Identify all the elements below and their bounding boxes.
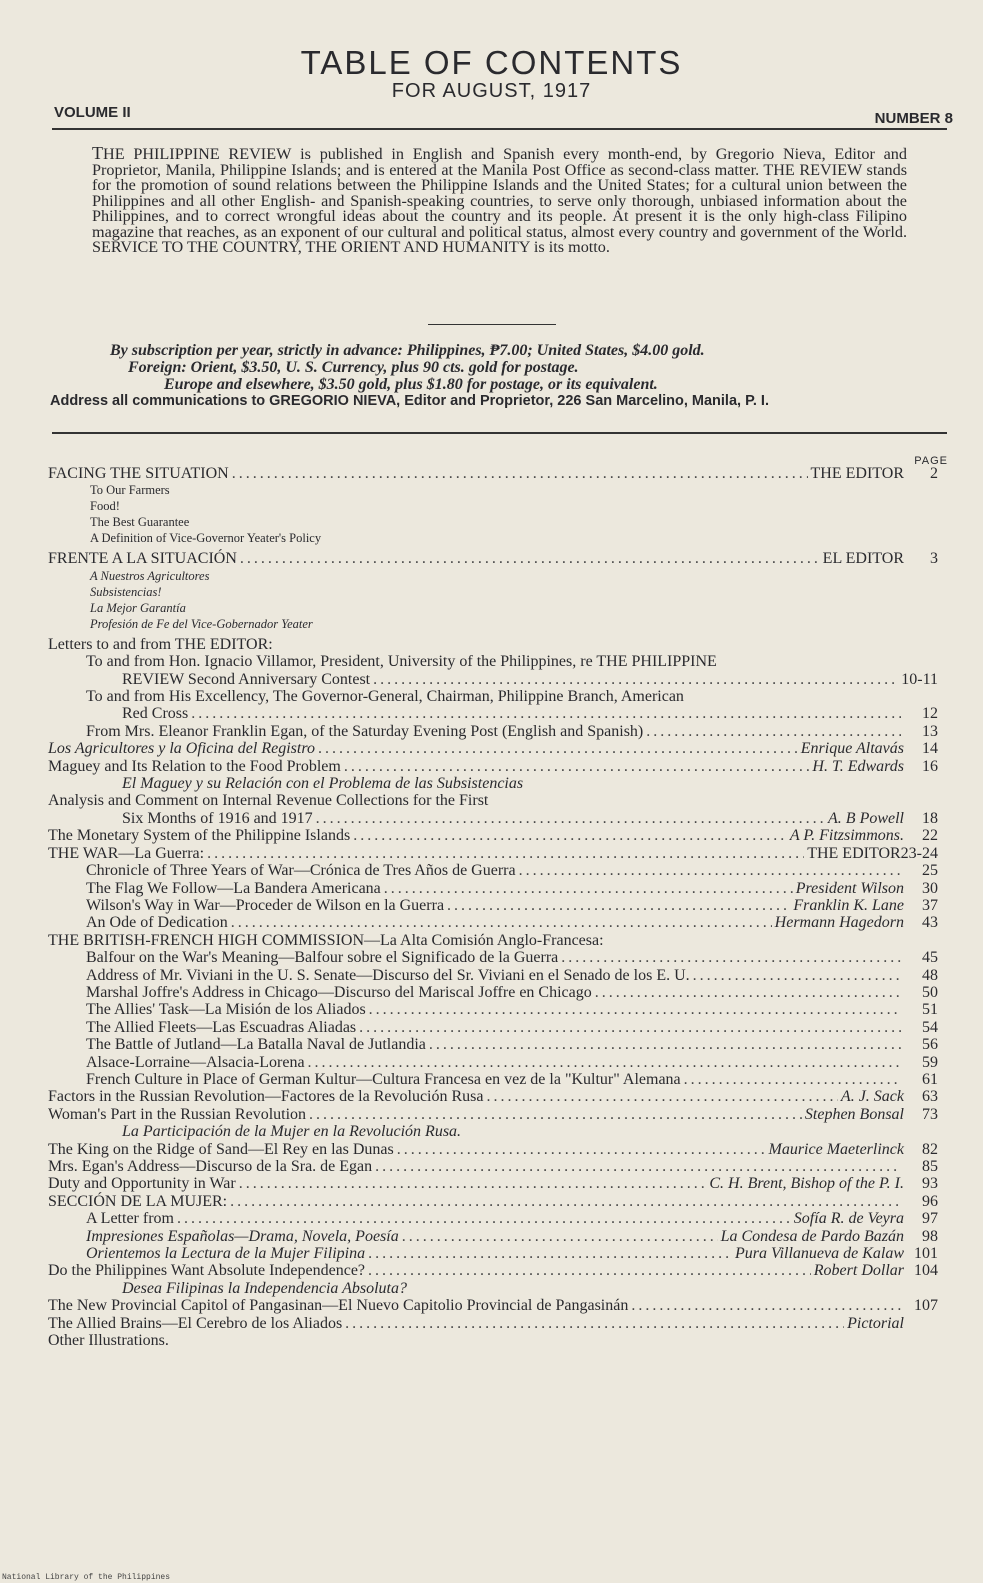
toc-line	[48, 792, 938, 809]
dot-leader	[368, 1262, 811, 1279]
toc-title: Wilson's Way in War—Proceder de Wilson en la Guerra	[86, 896, 445, 914]
toc-page-number: 50	[922, 983, 938, 1001]
contents-list	[48, 465, 938, 1349]
toc-page-number: 54	[922, 1018, 938, 1036]
dot-leader	[519, 862, 901, 879]
toc-subitem: Subsistencias!	[90, 584, 162, 599]
toc-page-number: 73	[922, 1105, 938, 1123]
toc-author: Stephen Bonsal	[804, 1105, 904, 1123]
foreign-orient-line: Foreign: Orient, $3.50, U. S. Currency, plus 90 cts. gold for postage.	[128, 359, 579, 376]
toc-subitem: The Best Guarantee	[90, 515, 190, 530]
toc-author: A. B Powell	[828, 809, 904, 827]
toc-page-number: 12	[922, 705, 938, 723]
toc-title: La Participación de la Mujer en la Revolución Rusa.	[122, 1123, 462, 1141]
toc-page-number: 107	[914, 1297, 938, 1315]
toc-page-number: 61	[922, 1070, 938, 1088]
subscription-block	[48, 342, 938, 410]
toc-title: An Ode of Dedication	[86, 914, 228, 932]
toc-title: FACING THE SITUATION	[48, 465, 229, 482]
dot-leader	[684, 1071, 901, 1088]
toc-author: C. H. Brent, Bishop of the P. I.	[709, 1175, 904, 1193]
toc-title: The Flag We Follow—La Bandera Americana	[86, 879, 381, 897]
dot-leader	[318, 740, 798, 757]
address-line: Address all communications to GREGORIO NIEVA, Editor and Proprietor, 226 San Marcelino, Manila, P. I.	[50, 393, 769, 409]
toc-author: Robert Dollar	[813, 1262, 904, 1280]
toc-line	[48, 1332, 938, 1349]
header-rule	[52, 128, 947, 130]
dot-leader	[177, 1210, 791, 1227]
toc-page-number: 45	[922, 949, 938, 967]
dot-leader	[309, 1106, 802, 1123]
short-divider	[428, 324, 556, 325]
dot-leader	[402, 1228, 718, 1245]
dot-leader	[345, 1315, 844, 1332]
dot-leader	[397, 1141, 766, 1158]
toc-entry	[48, 897, 938, 914]
toc-title: Do the Philippines Want Absolute Independence?	[48, 1262, 366, 1280]
toc-page-number: 22	[922, 827, 938, 845]
dot-leader	[369, 1001, 901, 1018]
toc-entry	[48, 1071, 938, 1088]
toc-page-number: 16	[922, 757, 938, 775]
toc-page-number: 104	[914, 1262, 938, 1280]
toc-entry	[48, 914, 938, 931]
foreign-europe-line	[48, 376, 938, 393]
toc-page-number: 48	[922, 966, 938, 984]
toc-page-number: 63	[922, 1088, 938, 1106]
toc-author: Pictorial	[847, 1314, 904, 1332]
toc-entry	[48, 984, 938, 1001]
toc-title: Balfour on the War's Meaning—Balfour sobre el Significado de la Guerra	[86, 949, 559, 967]
toc-page-number: 93	[922, 1175, 938, 1193]
toc-line	[48, 1280, 938, 1297]
toc-author: A. J. Sack	[840, 1088, 904, 1106]
toc-entry	[48, 1228, 938, 1245]
toc-line	[48, 653, 938, 670]
toc-title: A Letter from	[86, 1210, 174, 1228]
page-title: TABLE OF CONTENTS	[300, 44, 683, 81]
toc-entry	[48, 1036, 938, 1053]
toc-author: Enrique Altavás	[800, 740, 904, 758]
toc-title: Other Illustrations.	[48, 1332, 169, 1350]
dot-leader	[239, 1175, 707, 1192]
toc-entry	[48, 880, 938, 897]
dot-leader	[316, 810, 825, 827]
toc-entry	[48, 1297, 938, 1314]
toc-title: Alsace-Lorraine—Alsacia-Lorena	[86, 1053, 305, 1071]
toc-title: Factors in the Russian Revolution—Factores de la Revolución Rusa	[48, 1088, 484, 1106]
toc-title: El Maguey y su Relación con el Problema de las Subsistencias	[122, 775, 524, 793]
dot-leader	[487, 1088, 838, 1105]
toc-author: Hermann Hagedorn	[774, 914, 904, 932]
dot-leader	[631, 1297, 901, 1314]
toc-entry	[48, 1210, 938, 1227]
toc-entry	[48, 827, 938, 844]
toc-entry	[48, 810, 938, 827]
toc-page-number: 51	[922, 1001, 938, 1019]
issue-date: FOR AUGUST, 1917	[391, 80, 592, 102]
toc-author: Pura Villanueva de Kalaw	[734, 1245, 904, 1263]
toc-title: THE WAR—La Guerra:	[48, 844, 205, 862]
toc-author: A P. Fitzsimmons.	[789, 827, 904, 845]
toc-author: H. T. Edwards	[812, 757, 904, 775]
toc-subitem: La Mejor Garantía	[90, 600, 186, 615]
dot-leader	[240, 550, 820, 567]
toc-title: Los Agricultores y la Oficina del Registro	[48, 740, 315, 758]
toc-entry	[48, 465, 938, 482]
toc-title: Maguey and Its Relation to the Food Problem	[48, 757, 341, 775]
toc-page-number: 97	[922, 1210, 938, 1228]
toc-entry	[48, 1245, 938, 1262]
toc-subitem: A Definition of Vice-Governor Yeater's Policy	[90, 531, 322, 546]
dot-leader	[646, 723, 901, 740]
dot-leader	[232, 465, 808, 482]
contents-rule	[52, 432, 947, 434]
toc-section-heading	[48, 636, 938, 653]
toc-page-number: 59	[922, 1053, 938, 1071]
toc-subitem: Food!	[90, 499, 120, 514]
toc-title: REVIEW Second Anniversary Contest	[122, 670, 371, 688]
dot-leader	[207, 845, 804, 862]
toc-title: Woman's Part in the Russian Revolution	[48, 1105, 307, 1123]
toc-title: Marshal Joffre's Address in Chicago—Discurso del Mariscal Joffre en Chicago	[86, 983, 592, 1001]
toc-entry	[48, 723, 938, 740]
toc-entry	[48, 1106, 938, 1123]
toc-title: THE BRITISH-FRENCH HIGH COMMISSION—La Alta Comisión Anglo-Francesa:	[48, 931, 604, 949]
toc-author: Sofía R. de Veyra	[793, 1210, 904, 1228]
toc-entry	[48, 845, 938, 862]
toc-title: The New Provincial Capitol of Pangasinan—El Nuevo Capitolio Provincial de Pangasinán	[48, 1297, 629, 1315]
toc-entry	[48, 705, 938, 722]
toc-line	[48, 688, 938, 705]
toc-page-number: 96	[922, 1192, 938, 1210]
toc-title: Letters to and from THE EDITOR:	[48, 635, 273, 653]
toc-title: Red Cross	[122, 705, 189, 723]
toc-author: THE EDITOR	[810, 465, 904, 482]
intro-lead: HE PHILIPPINE REVIEW	[103, 145, 292, 163]
toc-author: THE EDITOR	[807, 844, 901, 862]
dot-leader	[693, 967, 901, 984]
number-label: NUMBER 8	[874, 110, 953, 127]
toc-line	[48, 932, 938, 949]
toc-entry	[48, 1141, 938, 1158]
toc-title: FRENTE A LA SITUACIÓN	[48, 550, 237, 568]
dot-leader	[368, 1245, 732, 1262]
toc-entry	[48, 1158, 938, 1175]
toc-entry	[48, 1175, 938, 1192]
toc-title: SECCIÓN DE LA MUJER:	[48, 1192, 228, 1210]
toc-entry	[48, 862, 938, 879]
dot-leader	[373, 671, 898, 688]
toc-entry	[48, 1054, 938, 1071]
toc-author: EL EDITOR	[822, 550, 904, 568]
toc-title: The Allied Brains—El Cerebro de los Aliados	[48, 1314, 343, 1332]
toc-title: French Culture in Place of German Kultur—Cultura Francesa en vez de la "Kultur" Alemana	[86, 1070, 681, 1088]
toc-subitem: Profesión de Fe del Vice-Gobernador Yeater	[90, 616, 313, 631]
toc-page-number: 85	[922, 1158, 938, 1175]
subscription-line: By subscription per year, strictly in advance: Philippines, ₱7.00; United States, $4.00 gold.	[110, 342, 705, 359]
toc-page-number: 23-24	[900, 844, 938, 862]
toc-page-number: 14	[922, 740, 938, 758]
volume-label: VOLUME II	[54, 104, 131, 121]
toc-entry	[48, 671, 938, 688]
toc-page-number: 10-11	[901, 670, 938, 688]
toc-entry	[48, 740, 938, 757]
toc-entry	[48, 550, 938, 567]
toc-page-number: 101	[914, 1245, 938, 1263]
toc-title: Mrs. Egan's Address—Discurso de la Sra. de Egan	[48, 1158, 373, 1175]
toc-title: The Allies' Task—La Misión de los Aliados	[86, 1001, 366, 1019]
dot-leader	[230, 1193, 901, 1210]
toc-title: Address of Mr. Viviani in the U. S. Senate—Discurso del Sr. Viviani en el Senado de los E. U.	[86, 966, 690, 984]
dot-leader	[429, 1036, 901, 1053]
foreign-europe-text: Europe and elsewhere, $3.50 gold, plus $1.80 for postage,	[164, 376, 545, 393]
toc-title: To and from His Excellency, The Governor-General, Chairman, Philippine Branch, American	[86, 688, 684, 706]
toc-entry	[48, 1193, 938, 1210]
toc-page-number: 37	[922, 896, 938, 914]
toc-title: Orientemos la Lectura de la Mujer Filipina	[86, 1245, 366, 1263]
dot-leader	[344, 758, 810, 775]
toc-title: Analysis and Comment on Internal Revenue Collections for the First	[48, 792, 489, 810]
toc-title: Six Months of 1916 and 1917	[122, 809, 313, 827]
dot-leader	[595, 984, 901, 1001]
toc-entry	[48, 1088, 938, 1105]
toc-line	[48, 775, 938, 792]
toc-author: Maurice Maeterlinck	[768, 1140, 904, 1158]
toc-page-number: 56	[922, 1036, 938, 1054]
toc-author: Franklin K. Lane	[793, 896, 904, 914]
toc-author: La Condesa de Pardo Bazán	[720, 1227, 904, 1245]
library-footer: National Library of the Philippines	[2, 1573, 171, 1582]
toc-entry	[48, 1315, 938, 1332]
dot-leader	[308, 1054, 901, 1071]
dot-leader	[191, 705, 901, 722]
toc-page-number: 18	[922, 809, 938, 827]
toc-title: The Monetary System of the Philippine Islands	[48, 827, 351, 845]
drop-cap: T	[92, 143, 103, 163]
toc-line	[48, 1123, 938, 1140]
toc-page-number: 30	[922, 879, 938, 897]
dot-leader	[561, 949, 901, 966]
toc-page-number: 13	[922, 722, 938, 740]
toc-page-number: 43	[922, 914, 938, 932]
toc-author: President Wilson	[795, 879, 904, 897]
dot-leader	[231, 914, 772, 931]
toc-title: From Mrs. Eleanor Franklin Egan, of the Saturday Evening Post (English and Spanish)	[86, 722, 644, 740]
toc-entry	[48, 1001, 938, 1018]
intro-paragraph	[92, 143, 907, 256]
toc-title: To and from Hon. Ignacio Villamor, President, University of the Philippines, re THE PHILIPPINE	[86, 653, 717, 671]
dot-leader	[359, 1019, 901, 1036]
dot-leader	[353, 827, 787, 844]
equivalent-note: or its equivalent.	[548, 376, 658, 393]
toc-subitem: To Our Farmers	[90, 483, 170, 498]
toc-page-number: 25	[922, 862, 938, 880]
toc-title: Impresiones Españolas—Drama, Novela, Poesía	[86, 1227, 399, 1245]
toc-title: The Allied Fleets—Las Escuadras Aliadas	[86, 1018, 357, 1036]
toc-entry	[48, 949, 938, 966]
toc-title: Chronicle of Three Years of War—Crónica de Tres Años de Guerra	[86, 862, 516, 880]
toc-entry	[48, 967, 938, 984]
page-column-label: PAGE	[914, 455, 948, 467]
toc-entry	[48, 1019, 938, 1036]
toc-title: The King on the Ridge of Sand—El Rey en las Dunas	[48, 1140, 394, 1158]
intro-body: is published in English and Spanish every month-end, by Gregorio Nieva, Editor and Proprietor, Manila, Philippine Islands; and is entered at the Manila Post Office as second-class matter. THE REVIEW stands for the promotion of sound relations between the Philippine Islands and the United States; for a cultural union between the Philippines and all other English- and Spanish-speaking countries, to serve only thorough, unbiased information about the Philippines, and to correct wrongful ideas about the country and its people. At present it is the only high-class Filipino magazine that reaches, as an exponent of our cultural and political status, almost every country and government of the World. SERVICE TO THE COUNTRY, THE ORIENT AND HUMANITY is its motto.	[92, 145, 907, 256]
dot-leader	[384, 880, 793, 897]
toc-entry	[48, 1262, 938, 1279]
toc-page-number: 2	[930, 465, 938, 482]
toc-subitem: A Nuestros Agricultores	[90, 568, 210, 583]
toc-title: Desea Filipinas la Independencia Absoluta?	[122, 1279, 407, 1297]
dot-leader	[447, 897, 790, 914]
toc-page-number: 82	[922, 1140, 938, 1158]
dot-leader	[375, 1158, 901, 1175]
toc-title: Duty and Opportunity in War	[48, 1175, 236, 1193]
toc-entry	[48, 758, 938, 775]
toc-page-number: 98	[922, 1227, 938, 1245]
toc-title: The Battle of Jutland—La Batalla Naval de Jutlandia	[86, 1036, 426, 1054]
toc-page-number: 3	[930, 550, 938, 568]
